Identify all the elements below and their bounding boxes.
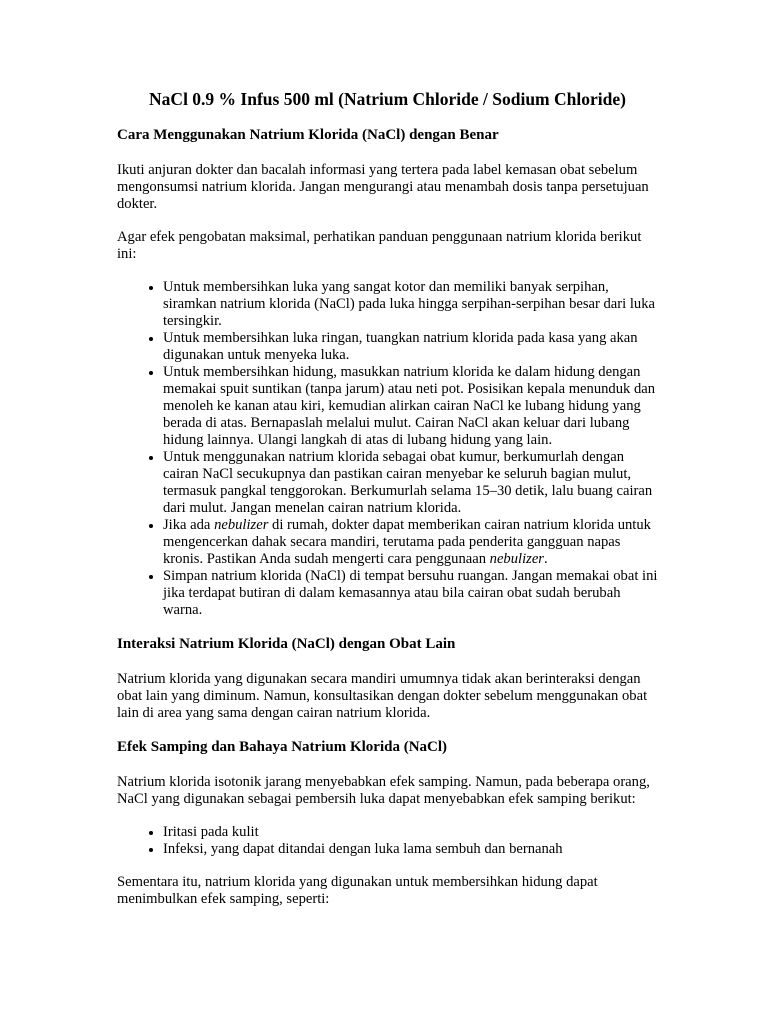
paragraph: Natrium klorida isotonik jarang menyebabkan efek samping. Namun, pada beberapa orang, NaCl yang digunakan sebagai pembersih luka dapat menyebabkan efek samping berikut: [117,774,650,807]
text-run: . [543,551,548,567]
list-item: • Untuk menggunakan natrium klorida sebagai obat kumur, berkumurlah dengan cairan NaCl secukupnya dan pastikan cairan menyebar ke seluruh bagian mulut, termasuk pangkal tenggorokan. Berkumurlah selama 15–30 detik, lalu buang cairan dari mulut. Jangan menelan cairan natrium klorida. [163,449,658,517]
list-item: • Infeksi, yang dapat ditandai dengan luka lama sembuh dan bernanah [163,841,658,858]
text-run: di rumah, dokter dapat memberikan cairan natrium klorida untuk mengencerkan dahak secara mandiri, terutama pada penderita gangguan napas kronis. Pastikan Anda sudah mengerti cara penggunaan [163,517,651,567]
paragraph: Ikuti anjuran dokter dan bacalah informasi yang tertera pada label kemasan obat sebelum mengonsumsi natrium klorida. Jangan mengurangi atau menambah dosis tanpa persetujuan dokter. [117,162,649,212]
list-item: • Untuk membersihkan hidung, masukkan natrium klorida ke dalam hidung dengan memakai spuit suntikan (tanpa jarum) atau neti pot. Posisikan kepala menunduk dan menoleh ke kanan atau kiri, kemudian alirkan cairan NaCl ke lubang hidung yang berada di atas. Bernapaslah melalui mulut. Cairan NaCl akan keluar dari lubang hidung lainnya. Ulangi langkah di atas di lubang hidung yang lain. [163,364,658,449]
list-item: • Iritasi pada kulit [163,824,658,841]
side-effects-list [117,824,658,858]
document-title: NaCl 0.9 % Infus 500 ml (Natrium Chloride / Sodium Chloride) [149,89,626,109]
section-heading-interactions: Interaksi Natrium Klorida (NaCl) dengan Obat Lain [117,636,456,652]
list-item: • Untuk membersihkan luka ringan, tuangkan natrium klorida pada kasa yang akan digunakan untuk menyeka luka. [163,330,658,364]
emphasis: nebulizer [214,517,269,533]
paragraph: Sementara itu, natrium klorida yang digunakan untuk membersihkan hidung dapat menimbulkan efek samping, seperti: [117,874,598,907]
list-item: • Untuk membersihkan luka yang sangat kotor dan memiliki banyak serpihan, siramkan natrium klorida (NaCl) pada luka hingga serpihan-serpihan besar dari luka tersingkir. [163,279,658,330]
list-item: • Simpan natrium klorida (NaCl) di tempat bersuhu ruangan. Jangan memakai obat ini jika terdapat butiran di dalam kemasannya atau bila cairan obat sudah berubah warna. [163,568,658,619]
list-item [163,517,658,568]
section-heading-side-effects: Efek Samping dan Bahaya Natrium Klorida (NaCl) [117,739,448,755]
usage-list [117,279,658,619]
section-heading-usage: Cara Menggunakan Natrium Klorida (NaCl) dengan Benar [117,127,499,143]
emphasis: nebulizer [489,551,544,567]
text-run: Jika ada [163,517,215,533]
paragraph: Agar efek pengobatan maksimal, perhatikan panduan penggunaan natrium klorida berikut ini: [117,229,642,262]
paragraph: Natrium klorida yang digunakan secara mandiri umumnya tidak akan berinteraksi dengan obat lain yang diminum. Namun, konsultasikan dengan dokter sebelum menggunakan obat lain di area yang sama dengan cairan natrium klorida. [117,671,648,721]
